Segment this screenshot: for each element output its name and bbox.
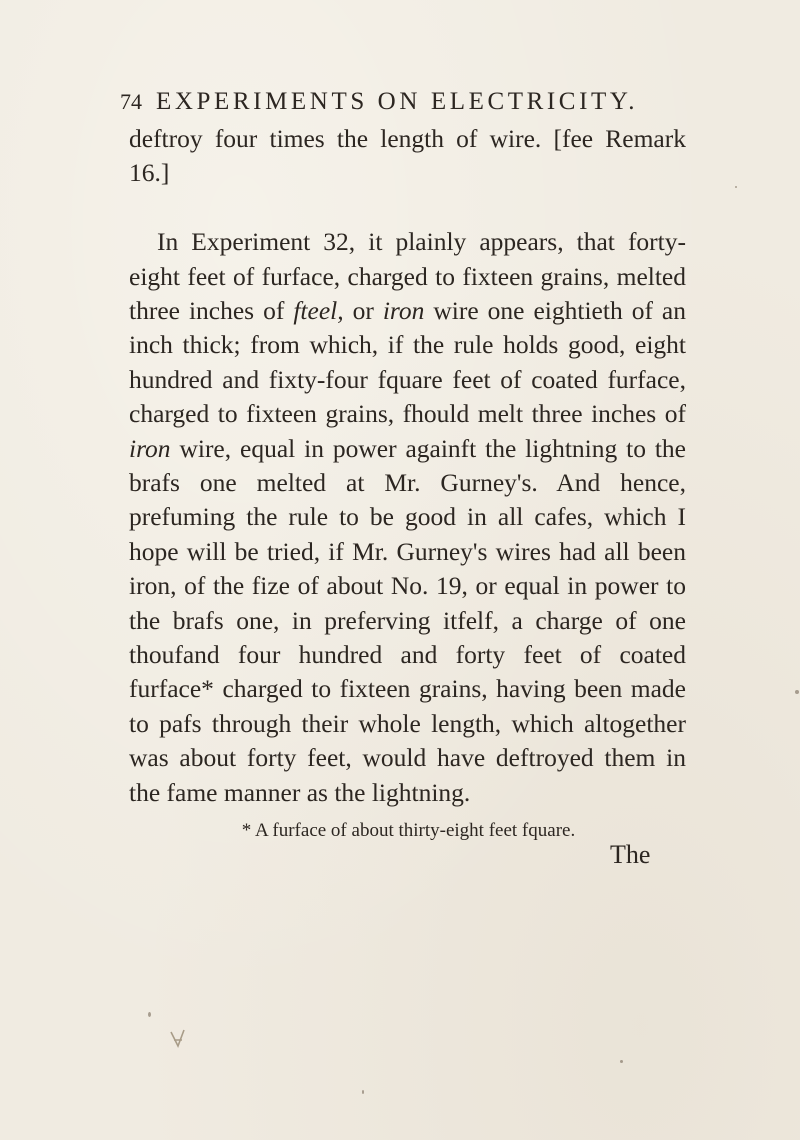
body-text	[129, 122, 686, 810]
paper-speck	[795, 690, 799, 694]
paper-speck	[620, 1060, 623, 1063]
catchword: The	[610, 840, 651, 869]
paragraph-text: wire, equal in power againft the lightning to the brafs one melted at Mr. Gurney's. And hence, prefuming the rule to be good in all cafes, which I hope will be tried, if Mr. Gurney's wires had all been iron, of the fize of about No. 19, or equal in power to the brafs one, in preferving itfelf, a charge of one thoufand four hundred and forty feet of coated furface* charged to fixteen grains, having been made to pafs through their whole length, which altogether was about forty feet, would have deftroyed them in the fame manner as the lightning.	[129, 433, 686, 807]
italic-word: iron	[382, 296, 425, 326]
paper-speck	[148, 1012, 151, 1017]
paragraph-text: or	[343, 296, 383, 326]
ink-mark-icon	[168, 1028, 188, 1052]
page-number: 74	[120, 89, 142, 114]
running-head-title: EXPERIMENTS ON ELECTRICITY.	[156, 88, 639, 115]
footnote: * A furface of about thirty-eight feet fquare.	[241, 820, 576, 841]
italic-word: iron	[129, 433, 171, 463]
paragraph-text: wire one eightieth of an inch thick; from which, if the rule holds good, eight hundred and fixty-four fquare feet of coated furface, charged to fixteen grains, fhould melt three inches of	[129, 296, 686, 429]
paragraph-text: In Experiment 32, it plainly appears, that forty-eight feet of furface, charged to fixteen grains, melted three inches of	[129, 227, 686, 326]
italic-word: fteel,	[293, 296, 344, 326]
paragraph-continued: deftroy four times the length of wire. [fee Remark 16.]	[129, 124, 686, 188]
running-head	[120, 83, 710, 119]
paper-speck	[362, 1090, 364, 1094]
paragraph-experiment-32	[129, 225, 686, 810]
paper-speck	[735, 186, 737, 188]
